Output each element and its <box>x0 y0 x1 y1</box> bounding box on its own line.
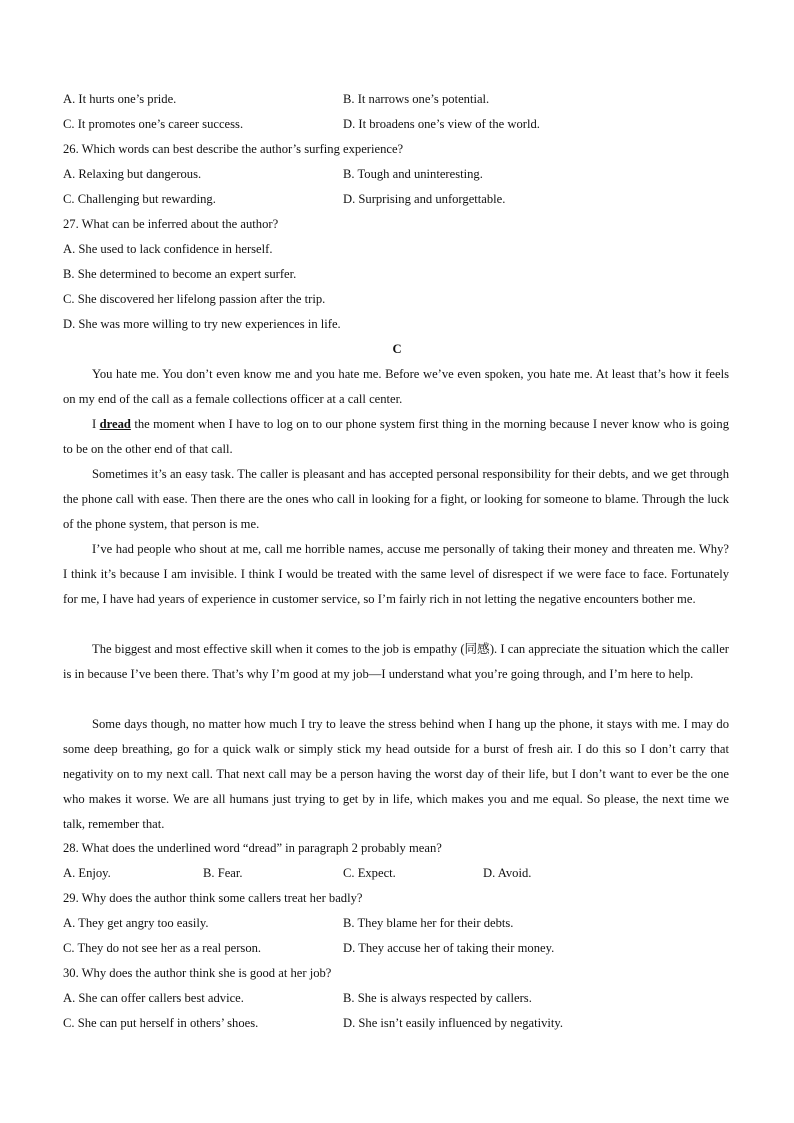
q27-stem: 27. What can be inferred about the author? <box>63 217 279 231</box>
passage-heading: C <box>392 342 402 356</box>
q25-option-b[interactable]: B. It narrows one’s potential. <box>343 92 490 106</box>
q29-option-b[interactable]: B. They blame her for their debts. <box>343 916 514 930</box>
q26-option-c[interactable]: C. Challenging but rewarding. <box>63 192 216 206</box>
q29-stem: 29. Why does the author think some callers treat her badly? <box>63 891 363 905</box>
q26-option-b[interactable]: B. Tough and uninteresting. <box>343 167 483 181</box>
q27-option-a[interactable]: A. She used to lack confidence in herself. <box>63 242 273 256</box>
underlined-word-dread: dread <box>99 417 131 431</box>
paragraph-2-lead: I <box>92 417 100 431</box>
paragraph-2-rest: the moment when I have to log on to our phone system first thing in the morning because I never know who is going to be on the other end of that call. <box>63 417 729 456</box>
q25-option-a[interactable]: A. It hurts one’s pride. <box>63 92 177 106</box>
q26-stem: 26. Which words can best describe the author’s surfing experience? <box>63 142 404 156</box>
q29-option-a[interactable]: A. They get angry too easily. <box>63 916 209 930</box>
q28-option-c[interactable]: C. Expect. <box>343 866 396 880</box>
q25-option-d[interactable]: D. It broadens one’s view of the world. <box>343 117 540 131</box>
passage-paragraph-1: You hate me. You don’t even know me and you hate me. Before we’ve even spoken, you hate me. At least that’s how it feels on my end of the call as a female collections officer at a call center. <box>63 367 729 406</box>
q27-option-c[interactable]: C. She discovered her lifelong passion after the trip. <box>63 292 326 306</box>
passage-paragraph-3: Sometimes it’s an easy task. The caller is pleasant and has accepted personal responsibility for their debts, and we get through the phone call with ease. Then there are the ones who call in looking for a fight, or looking for someone to blame. Through the luck of the phone system, that person is me. <box>63 467 729 531</box>
q28-stem: 28. What does the underlined word “dread” in paragraph 2 probably mean? <box>63 841 442 855</box>
q30-option-b[interactable]: B. She is always respected by callers. <box>343 991 532 1005</box>
q30-option-d[interactable]: D. She isn’t easily influenced by negativity. <box>343 1016 563 1030</box>
q28-option-d[interactable]: D. Avoid. <box>483 866 532 880</box>
q26-option-d[interactable]: D. Surprising and unforgettable. <box>343 192 506 206</box>
q30-option-c[interactable]: C. She can put herself in others’ shoes. <box>63 1016 259 1030</box>
q30-stem: 30. Why does the author think she is good at her job? <box>63 966 332 980</box>
q28-option-b[interactable]: B. Fear. <box>203 866 243 880</box>
q28-option-a[interactable]: A. Enjoy. <box>63 866 111 880</box>
q27-option-b[interactable]: B. She determined to become an expert surfer. <box>63 267 297 281</box>
q29-option-d[interactable]: D. They accuse her of taking their money. <box>343 941 555 955</box>
q27-option-d[interactable]: D. She was more willing to try new experiences in life. <box>63 317 341 331</box>
passage-paragraph-4: I’ve had people who shout at me, call me horrible names, accuse me personally of taking their money and threaten me. Why? I think it’s because I am invisible. I think I would be treated with the same level of disrespect if we were face to face. Fortunately for me, I have had years of experience in customer service, so I’m fairly rich in not letting the negative encounters bother me. <box>63 542 729 606</box>
q26-option-a[interactable]: A. Relaxing but dangerous. <box>63 167 202 181</box>
passage-paragraph-5: The biggest and most effective skill when it comes to the job is empathy (同感). I can appreciate the situation which the caller is in because I’ve been there. That’s why I’m good at my job—I understand what you’re going through, and I’m here to help. <box>63 642 729 681</box>
q29-option-c[interactable]: C. They do not see her as a real person. <box>63 941 262 955</box>
passage-paragraph-6: Some days though, no matter how much I try to leave the stress behind when I hang up the phone, it stays with me. I may do some deep breathing, go for a quick walk or simply stick my head outside for a burst of fresh air. I do this so I don’t carry that negativity on to my next call. That next call may be a person having the worst day of their life, but I don’t want to ever be the one who makes it worse. We are all humans just trying to get by in life, which makes you and me equal. So please, the next time we talk, remember that. <box>63 717 729 831</box>
q30-option-a[interactable]: A. She can offer callers best advice. <box>63 991 244 1005</box>
q25-option-c[interactable]: C. It promotes one’s career success. <box>63 117 244 131</box>
passage-paragraph-2 <box>63 412 729 462</box>
